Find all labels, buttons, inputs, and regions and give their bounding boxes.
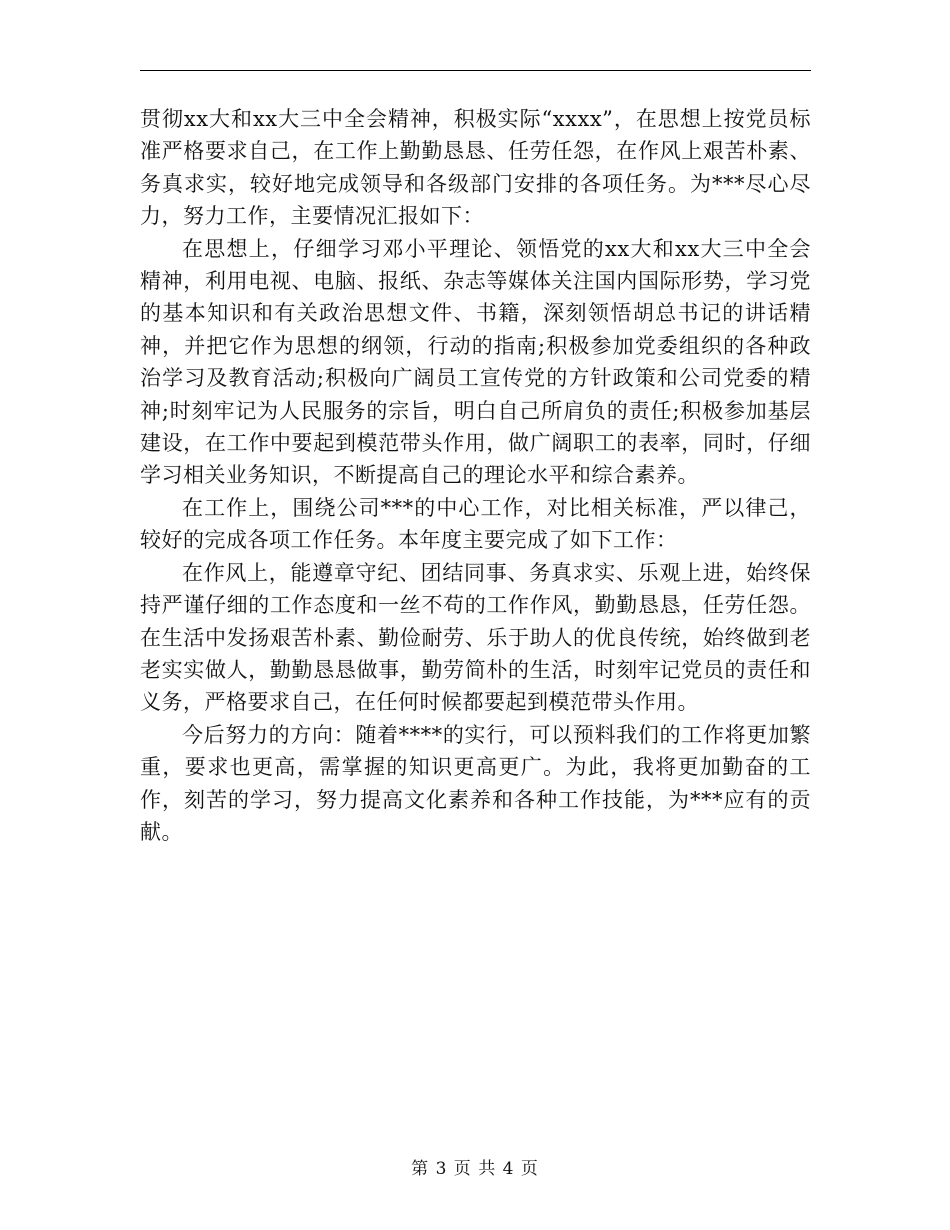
page-number-footer: 第 3 页 共 4 页 bbox=[411, 1159, 539, 1179]
paragraph-intro: 贯彻xx大和xx大三中全会精神，积极实际“xxxx”，在思想上按党员标准严格要求自己，在工作上勤勤恳恳、任劳任怨，在作风上艰苦朴素、务真求实，较好地完成领导和各级部门安排的各项任务。为***尽心尽力，努力工作，主要情况汇报如下： bbox=[140, 107, 811, 229]
header-rule bbox=[140, 70, 811, 71]
paragraph-future: 今后努力的方向：随着****的实行，可以预料我们的工作将更加繁重，要求也更高，需掌握的知识更高更广。为此，我将更加勤奋的工作，刻苦的学习，努力提高文化素养和各种工作技能，为***应有的贡献。 bbox=[140, 722, 811, 844]
paragraph-style: 在作风上，能遵章守纪、团结同事、务真求实、乐观上进，始终保持严谨仔细的工作态度和一丝不苟的工作作风，勤勤恳恳，任劳任怨。在生活中发扬艰苦朴素、勤俭耐劳、乐于助人的优良传统，始终做到老老实实做人，勤勤恳恳做事，勤劳简朴的生活，时刻牢记党员的责任和义务，严格要求自己，在任何时候都要起到模范带头作用。 bbox=[140, 560, 811, 715]
paragraph-work: 在工作上，围绕公司***的中心工作，对比相关标准，严以律己，较好的完成各项工作任务。本年度主要完成了如下工作： bbox=[140, 495, 811, 553]
document-body bbox=[140, 103, 811, 848]
paragraph-thought: 在思想上，仔细学习邓小平理论、领悟党的xx大和xx大三中全会精神，利用电视、电脑、报纸、杂志等媒体关注国内国际形势，学习党的基本知识和有关政治思想文件、书籍，深刻领悟胡总书记的讲话精神，并把它作为思想的纲领，行动的指南;积极参加党委组织的各种政治学习及教育活动;积极向广阔员工宣传党的方针政策和公司党委的精神;时刻牢记为人民服务的宗旨，明白自己所肩负的责任;积极参加基层建设，在工作中要起到模范带头作用，做广阔职工的表率，同时，仔细学习相关业务知识，不断提高自己的理论水平和综合素养。 bbox=[140, 236, 811, 488]
